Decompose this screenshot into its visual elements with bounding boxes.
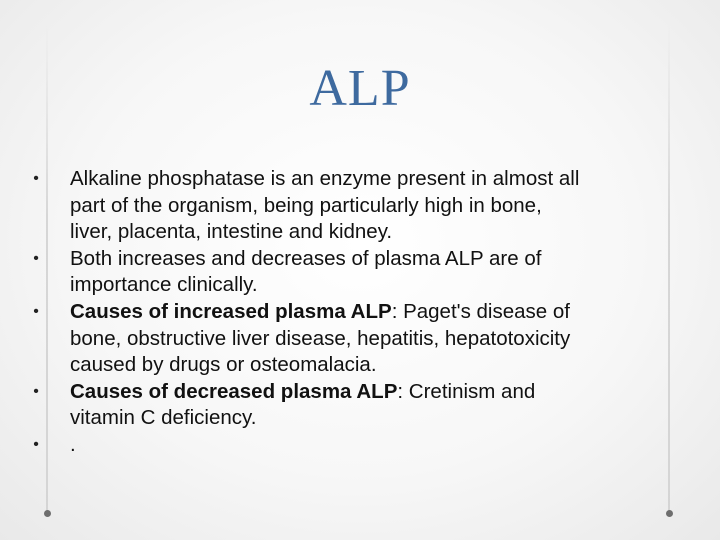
bullet-line bbox=[70, 299, 688, 326]
bullet-text: : Paget's disease of bbox=[391, 299, 570, 323]
bullet-item-clinical-importance bbox=[28, 246, 688, 299]
bullet-text: bone, obstructive liver disease, hepatitis, hepatotoxicity bbox=[70, 326, 571, 350]
bullet-list bbox=[28, 166, 688, 459]
bullet-text: Alkaline phosphatase is an enzyme present in almost all bbox=[70, 167, 580, 190]
bullet-line bbox=[70, 246, 688, 273]
bullet-text: part of the organism, being particularly high in bone, bbox=[70, 193, 542, 217]
bullet-line bbox=[70, 326, 688, 353]
bullet-line bbox=[70, 352, 688, 379]
bullet-icon: • bbox=[33, 302, 39, 320]
bullet-item-increased-causes bbox=[28, 299, 688, 379]
bullet-icon: • bbox=[33, 382, 39, 400]
bullet-bold-heading: Causes of decreased plasma ALP bbox=[70, 379, 398, 403]
bullet-line bbox=[70, 379, 688, 406]
bullet-text: caused by drugs or osteomalacia. bbox=[70, 353, 377, 377]
bullet-icon: • bbox=[33, 435, 39, 453]
bullet-line bbox=[70, 219, 688, 246]
bullet-icon: • bbox=[33, 249, 39, 267]
bullet-icon: • bbox=[33, 170, 39, 187]
bullet-text: liver, placenta, intestine and kidney. bbox=[70, 220, 393, 244]
bullet-text: . bbox=[70, 432, 76, 456]
bullet-line bbox=[70, 432, 688, 459]
bullet-item-decreased-causes bbox=[28, 379, 688, 432]
bullet-bold-heading: Causes of increased plasma ALP bbox=[70, 299, 392, 323]
bullet-line bbox=[70, 193, 688, 220]
bullet-item-alkaline-phosphatase bbox=[28, 166, 688, 246]
bullet-line bbox=[70, 405, 688, 432]
bullet-item-empty bbox=[28, 432, 688, 459]
slide-title: ALP bbox=[309, 60, 411, 117]
decorative-dot-icon bbox=[666, 510, 673, 517]
bullet-text: importance clinically. bbox=[70, 273, 258, 297]
bullet-line bbox=[70, 272, 688, 299]
decorative-dot-icon bbox=[44, 510, 51, 517]
bullet-text: vitamin C deficiency. bbox=[70, 406, 257, 430]
bullet-text: : Cretinism and bbox=[397, 379, 536, 403]
bullet-line bbox=[70, 166, 688, 193]
bullet-text: Both increases and decreases of plasma ALP are of bbox=[70, 246, 542, 270]
